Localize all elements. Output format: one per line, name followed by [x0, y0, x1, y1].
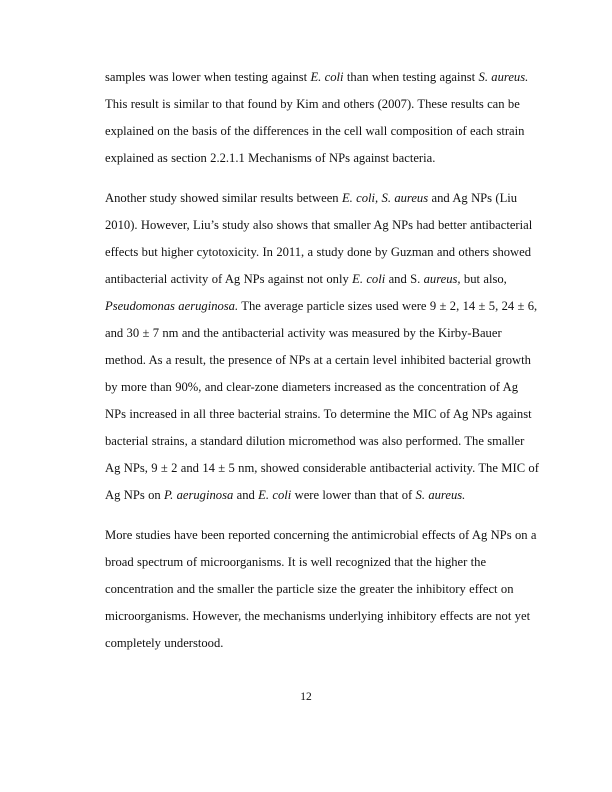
paragraph-1: [105, 64, 539, 172]
paragraph-3: [105, 522, 539, 657]
text-run: and: [233, 488, 259, 502]
italic-text-run: P. aeruginosa: [164, 488, 234, 502]
text-run: and S.: [385, 272, 424, 286]
text-run: than when testing against: [343, 70, 479, 84]
text-run: This result is similar to that found by Kim and others (2007). These results can be explained on the basis of the differences in the cell wall composition of each strain explained as section 2.2.1.1 Mechanisms of NPs against bacteria.: [105, 97, 525, 165]
text-run: More studies have been reported concerning the antimicrobial effects of Ag NPs on a broad spectrum of microorganisms. It is well recognized that the higher the concentration and the smaller the particle size the greater the inhibitory effect on microorganisms. However, the mechanisms underlying inhibitory effects are not yet completely understood.: [105, 528, 537, 650]
italic-text-run: S. aureus.: [478, 70, 529, 84]
page-number: 12: [300, 691, 312, 703]
italic-text-run: E. coli: [310, 70, 344, 84]
paragraph-2: [105, 185, 539, 509]
text-run: Another study showed similar results between: [105, 191, 342, 205]
body-text: [105, 64, 539, 670]
text-run: and Ag NPs (Liu 2010). However, Liu’s study also shows that smaller Ag NPs had better antibacterial effects but higher cytotoxicity. In 2011, a study done by Guzman and others showed antibacterial activity of Ag NPs against not only: [105, 191, 533, 286]
text-run: were lower than that of: [291, 488, 416, 502]
italic-text-run: S. aureus.: [415, 488, 466, 502]
text-run: samples was lower when testing against: [105, 70, 311, 84]
text-run: but also,: [460, 272, 507, 286]
italic-text-run: aureus,: [423, 272, 461, 286]
italic-text-run: Pseudomonas aeruginosa.: [105, 299, 239, 313]
italic-text-run: E. coli: [352, 272, 386, 286]
italic-text-run: E. coli, S. aureus: [341, 191, 429, 205]
italic-text-run: E. coli: [258, 488, 292, 502]
text-run: The average particle sizes used were 9 ± 2, 14 ± 5, 24 ± 6, and 30 ± 7 nm and the antibacterial activity was measured by the Kirby-Bauer method. As a result, the presence of NPs at a certain level inhibited bacterial growth by more than 90%, and clear-zone diameters increased as the concentration of Ag NPs increased in all three bacterial strains. To determine the MIC of Ag NPs against bacterial strains, a standard dilution micromethod was also performed. The smaller Ag NPs, 9 ± 2 and 14 ± 5 nm, showed considerable antibacterial activity. The MIC of Ag NPs on: [105, 299, 539, 502]
